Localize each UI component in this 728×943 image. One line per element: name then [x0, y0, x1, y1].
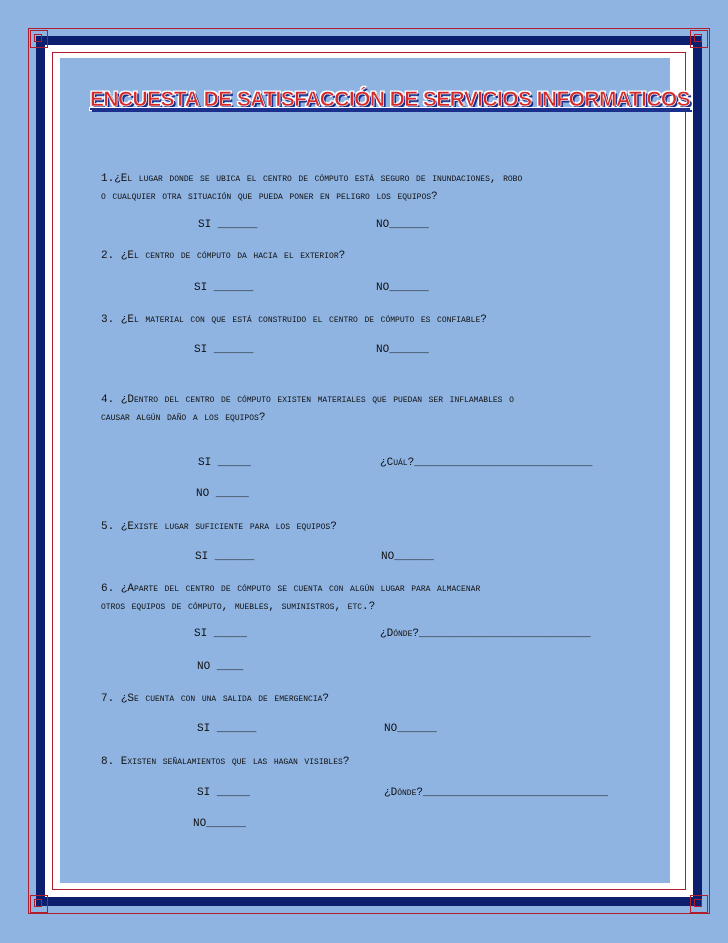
question-3-option-no[interactable]: NO______	[376, 344, 429, 356]
question-4-option-si[interactable]: SI _____	[198, 457, 251, 469]
question-6-text	[101, 580, 480, 616]
corner-ornament-bottom-right	[690, 895, 708, 913]
question-6-line-1: 6. ¿Aparte del centro de cómputo se cuenta con algún lugar para almacenar	[101, 583, 481, 595]
corner-ornament-top-right	[690, 30, 708, 48]
question-4-line-2: causar algún daño a los equipos?	[101, 412, 266, 424]
question-1-line-1: 1.¿El lugar donde se ubica el centro de cómputo está seguro de inundaciones, robo	[101, 173, 523, 185]
question-5-text: 5. ¿Existe lugar suficiente para los equipos?	[101, 521, 337, 533]
question-1-option-no[interactable]: NO______	[376, 219, 429, 231]
question-7-option-no[interactable]: NO______	[384, 723, 437, 735]
question-3-option-si[interactable]: SI ______	[194, 344, 254, 356]
question-4-text	[101, 391, 514, 427]
question-8-text: 8. Existen señalamientos que las hagan visibles?	[101, 756, 350, 768]
question-5-option-no[interactable]: NO______	[381, 551, 434, 563]
corner-ornament-top-left	[30, 30, 48, 48]
question-4-option-no[interactable]: NO _____	[196, 488, 249, 500]
question-8-option-si[interactable]: SI _____	[197, 787, 250, 799]
question-8-option-donde[interactable]: ¿Dónde?____________________________	[384, 787, 608, 799]
question-8-option-no[interactable]: NO______	[193, 818, 246, 830]
page-title: ENCUESTA DE SATISFACCIÓN DE SERVICIOS INFORMATICOS	[90, 88, 691, 111]
question-7-text: 7. ¿Se cuenta con una salida de emergencia?	[101, 693, 330, 705]
question-1-text	[101, 170, 522, 206]
question-6-option-no[interactable]: NO ____	[197, 661, 244, 673]
question-7-option-si[interactable]: SI ______	[197, 723, 257, 735]
question-4-option-cual[interactable]: ¿Cuál?___________________________	[380, 457, 593, 469]
question-3-text: 3. ¿El material con que está construido el centro de cómputo es confiable?	[101, 314, 487, 326]
question-2-option-no[interactable]: NO______	[376, 282, 429, 294]
question-6-line-2: otros equipos de cómputo, muebles, suministros, etc.?	[101, 601, 376, 613]
question-2-text: 2. ¿El centro de cómputo da hacia el exterior?	[101, 250, 346, 262]
question-6-option-donde[interactable]: ¿Dónde?__________________________	[380, 628, 591, 640]
corner-ornament-bottom-left	[30, 895, 48, 913]
question-2-option-si[interactable]: SI ______	[194, 282, 254, 294]
question-4-line-1: 4. ¿Dentro del centro de cómputo existen materiales que puedan ser inflamables o	[101, 394, 514, 406]
question-1-line-2: o cualquier otra situación que pueda poner en peligro los equipos?	[101, 191, 438, 203]
question-6-option-si[interactable]: SI _____	[194, 628, 247, 640]
question-1-option-si[interactable]: SI ______	[198, 219, 258, 231]
question-5-option-si[interactable]: SI ______	[195, 551, 255, 563]
